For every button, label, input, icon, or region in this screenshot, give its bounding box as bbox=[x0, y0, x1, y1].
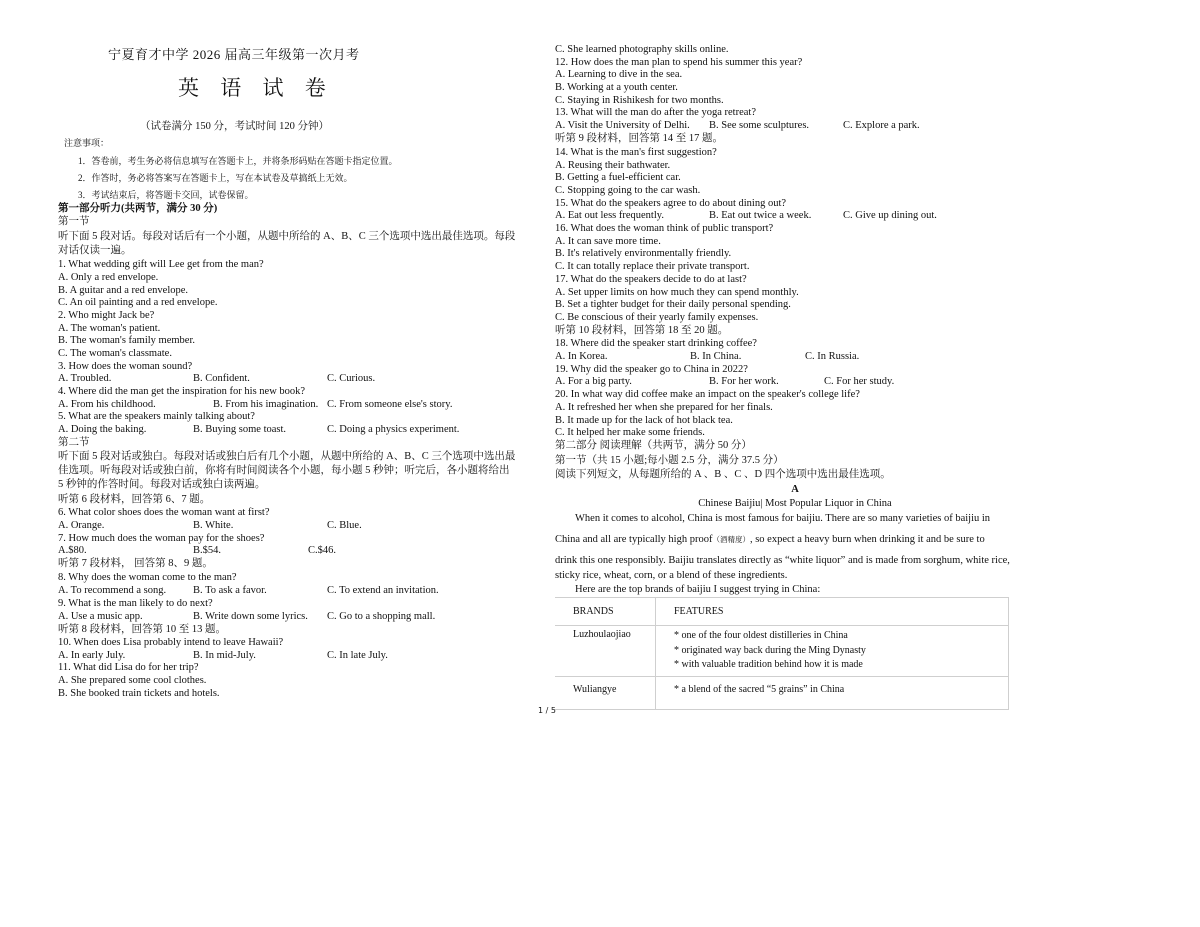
option-16b: B. It's relatively environmentally friendly. bbox=[555, 248, 732, 259]
brand-cell: Wuliangye bbox=[555, 676, 656, 709]
question-19: 19. Why did the speaker go to China in 2022? bbox=[555, 364, 748, 375]
part2-section1-heading: 第一节（共 15 小题;每小题 2.5 分，满分 37.5 分） bbox=[555, 455, 784, 466]
option-10a: A. In early July. bbox=[58, 650, 126, 661]
option-18a: A. In Korea. bbox=[555, 351, 608, 362]
option-17a: A. Set upper limits on how much they can spend monthly. bbox=[555, 287, 799, 298]
option-13a: A. Visit the University of Delhi. bbox=[555, 120, 690, 131]
option-20c: C. It helped her make some friends. bbox=[555, 427, 705, 438]
option-3a: A. Troubled. bbox=[58, 373, 112, 384]
notice-item-2: 2．作答时，务必将答案写在答题卡上，写在本试卷及草搞纸上无效。 bbox=[78, 173, 353, 183]
table-header-brands: BRANDS bbox=[555, 598, 656, 626]
part2-heading: 第二部分 阅读理解（共两节，满分 50 分） bbox=[555, 440, 752, 451]
option-2a: A. The woman's patient. bbox=[58, 323, 161, 334]
material-6-heading: 听第 6 段材料，回答第 6、7 题。 bbox=[58, 494, 211, 505]
option-9a: A. Use a music app. bbox=[58, 611, 143, 622]
passage-paragraph-1-line-2 bbox=[555, 534, 985, 546]
section1-heading: 第一节 bbox=[58, 216, 90, 227]
option-6a: A. Orange. bbox=[58, 520, 105, 531]
material-9-heading: 听第 9 段材料，回答第 14 至 17 题。 bbox=[555, 133, 723, 144]
question-17: 17. What do the speakers decide to do at last? bbox=[555, 274, 747, 285]
section2-instructions-1: 听下面 5 段对话或独白。每段对话或独白后有几个小题，从题中所给的 A、B、C 三个选项中选出最 bbox=[58, 451, 516, 462]
brand-cell: Luzhoulaojiao bbox=[555, 626, 656, 677]
question-15: 15. What do the speakers agree to do about dining out? bbox=[555, 198, 787, 209]
features-cell bbox=[656, 626, 1009, 677]
table-row bbox=[555, 626, 1009, 677]
table-header-features: FEATURES bbox=[656, 598, 1009, 626]
passage-title: Chinese Baijiu| Most Popular Liquor in China bbox=[698, 498, 892, 509]
option-10b: B. In mid-July. bbox=[193, 650, 256, 661]
baijiu-brands-table bbox=[555, 597, 1009, 710]
option-8b: B. To ask a favor. bbox=[193, 585, 267, 596]
option-19c: C. For her study. bbox=[824, 376, 895, 387]
footnote-gloss: （酒精度） bbox=[712, 535, 750, 544]
section2-instructions-2: 佳选项。听每段对话或独白前，你将有时间阅读各个小题，每小题 5 秒钟；听完后，各小题将给出 bbox=[58, 465, 510, 476]
option-12b: B. Working at a youth center. bbox=[555, 82, 678, 93]
option-13c: C. Explore a park. bbox=[843, 120, 920, 131]
passage-paragraph-2: Here are the top brands of baijiu I suggest trying in China: bbox=[575, 584, 821, 595]
question-12: 12. How does the man plan to spend his summer this year? bbox=[555, 57, 803, 68]
option-7b: B.$54. bbox=[193, 545, 222, 556]
option-1c: C. An oil painting and a red envelope. bbox=[58, 297, 218, 308]
option-8a: A. To recommend a song. bbox=[58, 585, 167, 596]
option-4b: B. From his imagination. bbox=[213, 399, 319, 410]
material-8-heading: 听第 8 段材料，回答第 10 至 13 题。 bbox=[58, 624, 226, 635]
question-16: 16. What does the woman think of public transport? bbox=[555, 223, 774, 234]
option-9b: B. Write down some lyrics. bbox=[193, 611, 308, 622]
option-4a: A. From his childhood. bbox=[58, 399, 156, 410]
question-10: 10. When does Lisa probably intend to leave Hawaii? bbox=[58, 637, 284, 648]
features-cell bbox=[656, 676, 1009, 709]
passage-paragraph-1-line-4: sticky rice, wheat, corn, or a blend of these ingredients. bbox=[555, 570, 788, 581]
option-2b: B. The woman's family member. bbox=[58, 335, 196, 346]
question-9: 9. What is the man likely to do next? bbox=[58, 598, 213, 609]
section2-heading: 第二节 bbox=[58, 437, 90, 448]
option-20b: B. It made up for the lack of hot black tea. bbox=[555, 415, 733, 426]
notice-heading: 注意事项： bbox=[64, 138, 110, 148]
option-1a: A. Only a red envelope. bbox=[58, 272, 159, 283]
option-16c: C. It can totally replace their private transport. bbox=[555, 261, 750, 272]
feature-item: * a blend of the sacred “5 grains” in China bbox=[674, 683, 845, 695]
passage-letter: A bbox=[791, 484, 799, 495]
section1-instructions-2: 对话仅读一遍。 bbox=[58, 245, 132, 256]
option-10c: C. In late July. bbox=[327, 650, 388, 661]
notice-item-3: 3．考试结束后，将答题卡交回，试卷保留。 bbox=[78, 190, 254, 200]
feature-item: * with valuable tradition behind how it is made bbox=[674, 659, 863, 670]
paper-title: 英 语 试 卷 bbox=[178, 76, 334, 100]
option-14a: A. Reusing their bathwater. bbox=[555, 160, 671, 171]
question-3: 3. How does the woman sound? bbox=[58, 361, 193, 372]
school-exam-title: 宁夏育才中学 2026 届高三年级第一次月考 bbox=[108, 47, 360, 62]
option-17c: C. Be conscious of their yearly family expenses. bbox=[555, 312, 759, 323]
option-18b: B. In China. bbox=[690, 351, 742, 362]
question-1: 1. What wedding gift will Lee get from the man? bbox=[58, 259, 264, 270]
question-14: 14. What is the man's first suggestion? bbox=[555, 147, 717, 158]
option-11c: C. She learned photography skills online. bbox=[555, 44, 729, 55]
section2-instructions-3: 5 秒钟的作答时间。每段对话或独白读两遍。 bbox=[58, 479, 266, 490]
option-5c: C. Doing a physics experiment. bbox=[327, 424, 460, 435]
option-3b: B. Confident. bbox=[193, 373, 250, 384]
table-row bbox=[555, 676, 1009, 709]
option-14b: B. Getting a fuel-efficient car. bbox=[555, 172, 681, 183]
material-7-heading: 听第 7 段材料， 回答第 8、9 题。 bbox=[58, 558, 213, 569]
option-6b: B. White. bbox=[193, 520, 234, 531]
option-15c: C. Give up dining out. bbox=[843, 210, 937, 221]
passage-paragraph-1-line-3: drink this one responsibly. Baijiu translates directly as “white liquor” and is made from sorghum, white rice, bbox=[555, 555, 1010, 566]
question-7: 7. How much does the woman pay for the shoes? bbox=[58, 533, 265, 544]
question-8: 8. Why does the woman come to the man? bbox=[58, 572, 237, 583]
option-4c: C. From someone else's story. bbox=[327, 399, 453, 410]
option-2c: C. The woman's classmate. bbox=[58, 348, 172, 359]
option-12c: C. Staying in Rishikesh for two months. bbox=[555, 95, 724, 106]
option-11a: A. She prepared some cool clothes. bbox=[58, 675, 207, 686]
option-1b: B. A guitar and a red envelope. bbox=[58, 285, 189, 296]
option-15a: A. Eat out less frequently. bbox=[555, 210, 664, 221]
feature-item: * one of the four oldest distilleries in China bbox=[674, 630, 848, 641]
option-19b: B. For her work. bbox=[709, 376, 779, 387]
passage-text: , so expect a heavy burn when drinking it and be sure to bbox=[749, 534, 985, 545]
option-7a: A.$80. bbox=[58, 545, 87, 556]
exam-info: （试卷满分 150 分，考试时间 120 分钟） bbox=[140, 121, 329, 132]
section1-instructions: 听下面 5 段对话。每段对话后有一个小题，从题中所给的 A、B、C 三个选项中选出最佳选项。每段 bbox=[58, 231, 516, 242]
option-11b: B. She booked train tickets and hotels. bbox=[58, 688, 220, 699]
option-3c: C. Curious. bbox=[327, 373, 376, 384]
option-15b: B. Eat out twice a week. bbox=[709, 210, 812, 221]
passage-paragraph-1-line-1: When it comes to alcohol, China is most famous for baijiu. There are so many varieties of baijiu in bbox=[575, 513, 991, 524]
option-16a: A. It can save more time. bbox=[555, 236, 661, 247]
option-20a: A. It refreshed her when she prepared for her finals. bbox=[555, 402, 773, 413]
question-6: 6. What color shoes does the woman want at first? bbox=[58, 507, 270, 518]
question-2: 2. Who might Jack be? bbox=[58, 310, 155, 321]
option-18c: C. In Russia. bbox=[805, 351, 860, 362]
option-8c: C. To extend an invitation. bbox=[327, 585, 439, 596]
question-4: 4. Where did the man get the inspiration for his new book? bbox=[58, 386, 306, 397]
option-19a: A. For a big party. bbox=[555, 376, 632, 387]
option-7c: C.$46. bbox=[308, 545, 337, 556]
part1-heading: 第一部分听力(共两节，满分 30 分) bbox=[58, 203, 218, 214]
notice-item-1: 1．答卷前，考生务必将信息填写在答题卡上，并将条形码贴在答题卡指定位置。 bbox=[78, 156, 398, 166]
option-17b: B. Set a tighter budget for their daily personal spending. bbox=[555, 299, 791, 310]
passage-text: China and all are typically high proof bbox=[555, 534, 713, 545]
question-20: 20. In what way did coffee make an impact on the speaker's college life? bbox=[555, 389, 860, 400]
question-11: 11. What did Lisa do for her trip? bbox=[58, 662, 199, 673]
page-number: 1 / 5 bbox=[538, 706, 556, 715]
question-18: 18. Where did the speaker start drinking coffee? bbox=[555, 338, 757, 349]
option-6c: C. Blue. bbox=[327, 520, 362, 531]
option-5a: A. Doing the baking. bbox=[58, 424, 147, 435]
option-9c: C. Go to a shopping mall. bbox=[327, 611, 436, 622]
question-13: 13. What will the man do after the yoga retreat? bbox=[555, 107, 756, 118]
table-header-row bbox=[555, 598, 1009, 626]
option-12a: A. Learning to dive in the sea. bbox=[555, 69, 683, 80]
material-10-heading: 听第 10 段材料，回答第 18 至 20 题。 bbox=[555, 325, 729, 336]
question-5: 5. What are the speakers mainly talking about? bbox=[58, 411, 255, 422]
feature-item: * originated way back during the Ming Dynasty bbox=[674, 644, 866, 656]
option-14c: C. Stopping going to the car wash. bbox=[555, 185, 701, 196]
option-5b: B. Buying some toast. bbox=[193, 424, 287, 435]
part2-instructions: 阅读下列短文，从每题所给的 A 、B 、C 、D 四个选项中选出最佳选项。 bbox=[555, 469, 891, 480]
option-13b: B. See some sculptures. bbox=[709, 120, 810, 131]
